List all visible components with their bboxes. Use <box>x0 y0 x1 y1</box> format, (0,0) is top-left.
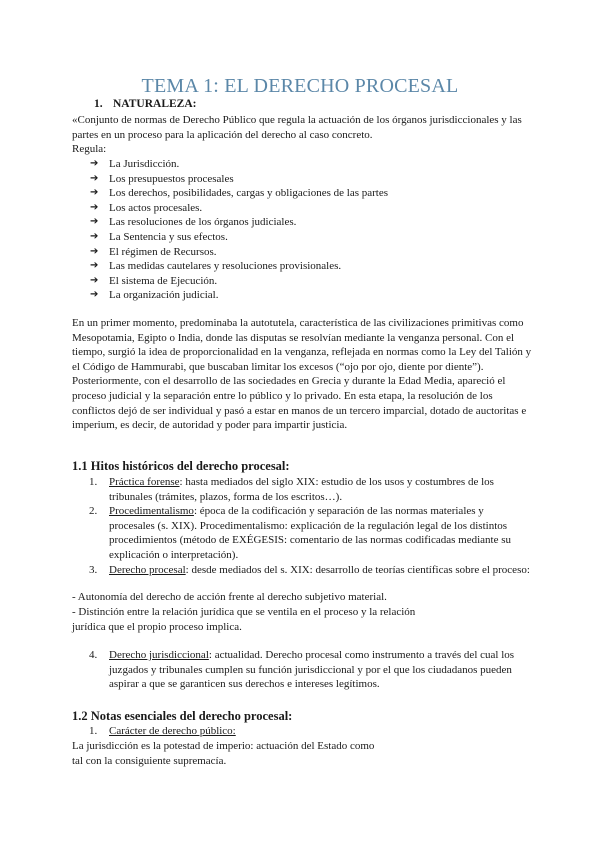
history-paragraph: En un primer momento, predominaba la autotutela, característica de las civilizaciones primitivas como Mesopotamia, Egipto o India, donde las disputas se resolvían mediante la venganza personal. Con el tiempo, surgió la idea de proporcionalidad en la venganza, reflejada en normas como la Ley del Talión y el Código de Hammurabi, que buscaban limitar los excesos (“ojo por ojo, diente por diente”). Posteriormente, con el desarrollo de las sociedades en Grecia y durante la Edad Media, apareció el proceso judicial y la separación entre lo público y lo privado. En esta etapa, la resolución de los conflictos dejó de ser individual y pasó a estar en manos de un tercero imparcial, dotado de auctoritas e imperium, es decir, de autoridad y poder para impartir justicia. <box>72 317 532 432</box>
regula-item <box>72 245 532 260</box>
notas-sub-number: 1. <box>89 725 98 737</box>
notas-line-a: La jurisdicción es la potestad de imperio: actuación del Estado como <box>72 740 375 752</box>
regula-item-text: El régimen de Recursos. <box>109 245 217 258</box>
regula-item <box>72 259 532 274</box>
hito-number: 1. <box>89 476 98 488</box>
regula-item <box>72 172 532 187</box>
regula-item-text: Los actos procesales. <box>109 201 203 214</box>
notas-subitem <box>72 724 569 739</box>
arrow-icon: ➔ <box>90 201 99 213</box>
regula-item <box>72 186 532 201</box>
hito-text: : hasta mediados del siglo XIX: estudio de los usos y costumbres de los tribunales (trámites, plazos, forma de los escritos…). <box>109 476 494 503</box>
dash-line-2a: - Distinción entre la relación jurídica que se ventila en el proceso y la relación <box>72 606 416 618</box>
notas-line-b: tal con la consiguiente supremacía. <box>72 755 227 767</box>
arrow-icon: ➔ <box>90 289 99 301</box>
definition-paragraph: «Conjunto de normas de Derecho Público que regula la actuación de los órganos jurisdiccionales y las partes en un proceso para la aplicación del derecho al caso concreto. <box>72 114 522 141</box>
regula-label: Regula: <box>72 143 107 155</box>
section-heading-naturaleza <box>72 97 532 112</box>
hito-number: 2. <box>89 505 98 518</box>
regula-item-text: Las medidas cautelares y resoluciones provisionales. <box>109 260 342 273</box>
hito-item <box>72 648 532 692</box>
regula-item-text: La Sentencia y sus efectos. <box>109 230 228 243</box>
regula-item <box>72 215 532 230</box>
regula-item <box>72 288 532 303</box>
hito-term: Derecho procesal <box>109 563 186 576</box>
arrow-icon: ➔ <box>90 274 99 286</box>
regula-item <box>72 201 532 216</box>
dash-line-2b: jurídica que el propio proceso implica. <box>72 621 242 633</box>
regula-item <box>72 230 532 245</box>
hito-item <box>72 563 532 578</box>
hito-text: : actualidad. Derecho procesal como instrumento a través del cual los juzgados y tribunales cumplen su función jurisdiccional y por el que los ciudadanos pueden aspirar a que se garanticen sus derechos e intereses legítimos. <box>109 649 515 691</box>
dash-line-1: - Autonomía del derecho de acción frente al derecho subjetivo material. <box>72 591 387 603</box>
regula-list <box>72 157 532 303</box>
regula-item-text: Los presupuestos procesales <box>109 172 234 185</box>
arrow-icon: ➔ <box>90 216 99 228</box>
hito-text: : época de la codificación y separación de las normas materiales y procesales (s. XIX). Procedimentalismo: explicación de la regulación legal de los distintos procedimientos (método de EXÉGESIS: comentario de las normas codificadas mediante su explicación o interpretación). <box>109 505 511 561</box>
hito-text: : desde mediados del s. XIX: desarrollo de teorías científicas sobre el proceso: <box>185 563 530 576</box>
hito-term: Procedimentalismo <box>109 505 194 518</box>
arrow-icon: ➔ <box>90 260 99 272</box>
page-title: TEMA 1: EL DERECHO PROCESAL <box>141 75 459 97</box>
arrow-icon: ➔ <box>90 187 99 199</box>
arrow-icon: ➔ <box>90 230 99 242</box>
regula-item-text: La organización judicial. <box>109 289 219 302</box>
regula-item-text: Las resoluciones de los órganos judiciales. <box>109 216 297 229</box>
notas-sub-title: Carácter de derecho público: <box>109 725 236 737</box>
hito-item <box>72 504 532 562</box>
hito-term: Práctica forense <box>109 476 180 488</box>
hitos-list <box>72 475 532 577</box>
hito-term: Derecho jurisdiccional <box>109 649 209 661</box>
hito-number: 4. <box>89 649 98 661</box>
section-number: 1. <box>94 98 103 110</box>
hito-number: 3. <box>89 563 98 576</box>
regula-item <box>72 274 532 289</box>
regula-item-text: La Jurisdicción. <box>109 158 180 170</box>
section-heading-hitos: 1.1 Hitos históricos del derecho procesal: <box>72 459 290 473</box>
regula-item <box>72 157 532 172</box>
section-heading-text: NATURALEZA: <box>113 98 197 110</box>
arrow-icon: ➔ <box>90 158 99 169</box>
hitos-list-4 <box>72 648 532 692</box>
section-heading-notas: 1.2 Notas esenciales del derecho procesal: <box>72 709 293 723</box>
hito-item <box>72 475 532 504</box>
arrow-icon: ➔ <box>90 245 99 257</box>
regula-item-text: Los derechos, posibilidades, cargas y obligaciones de las partes <box>109 187 388 200</box>
arrow-icon: ➔ <box>90 172 99 184</box>
regula-item-text: El sistema de Ejecución. <box>109 274 218 287</box>
